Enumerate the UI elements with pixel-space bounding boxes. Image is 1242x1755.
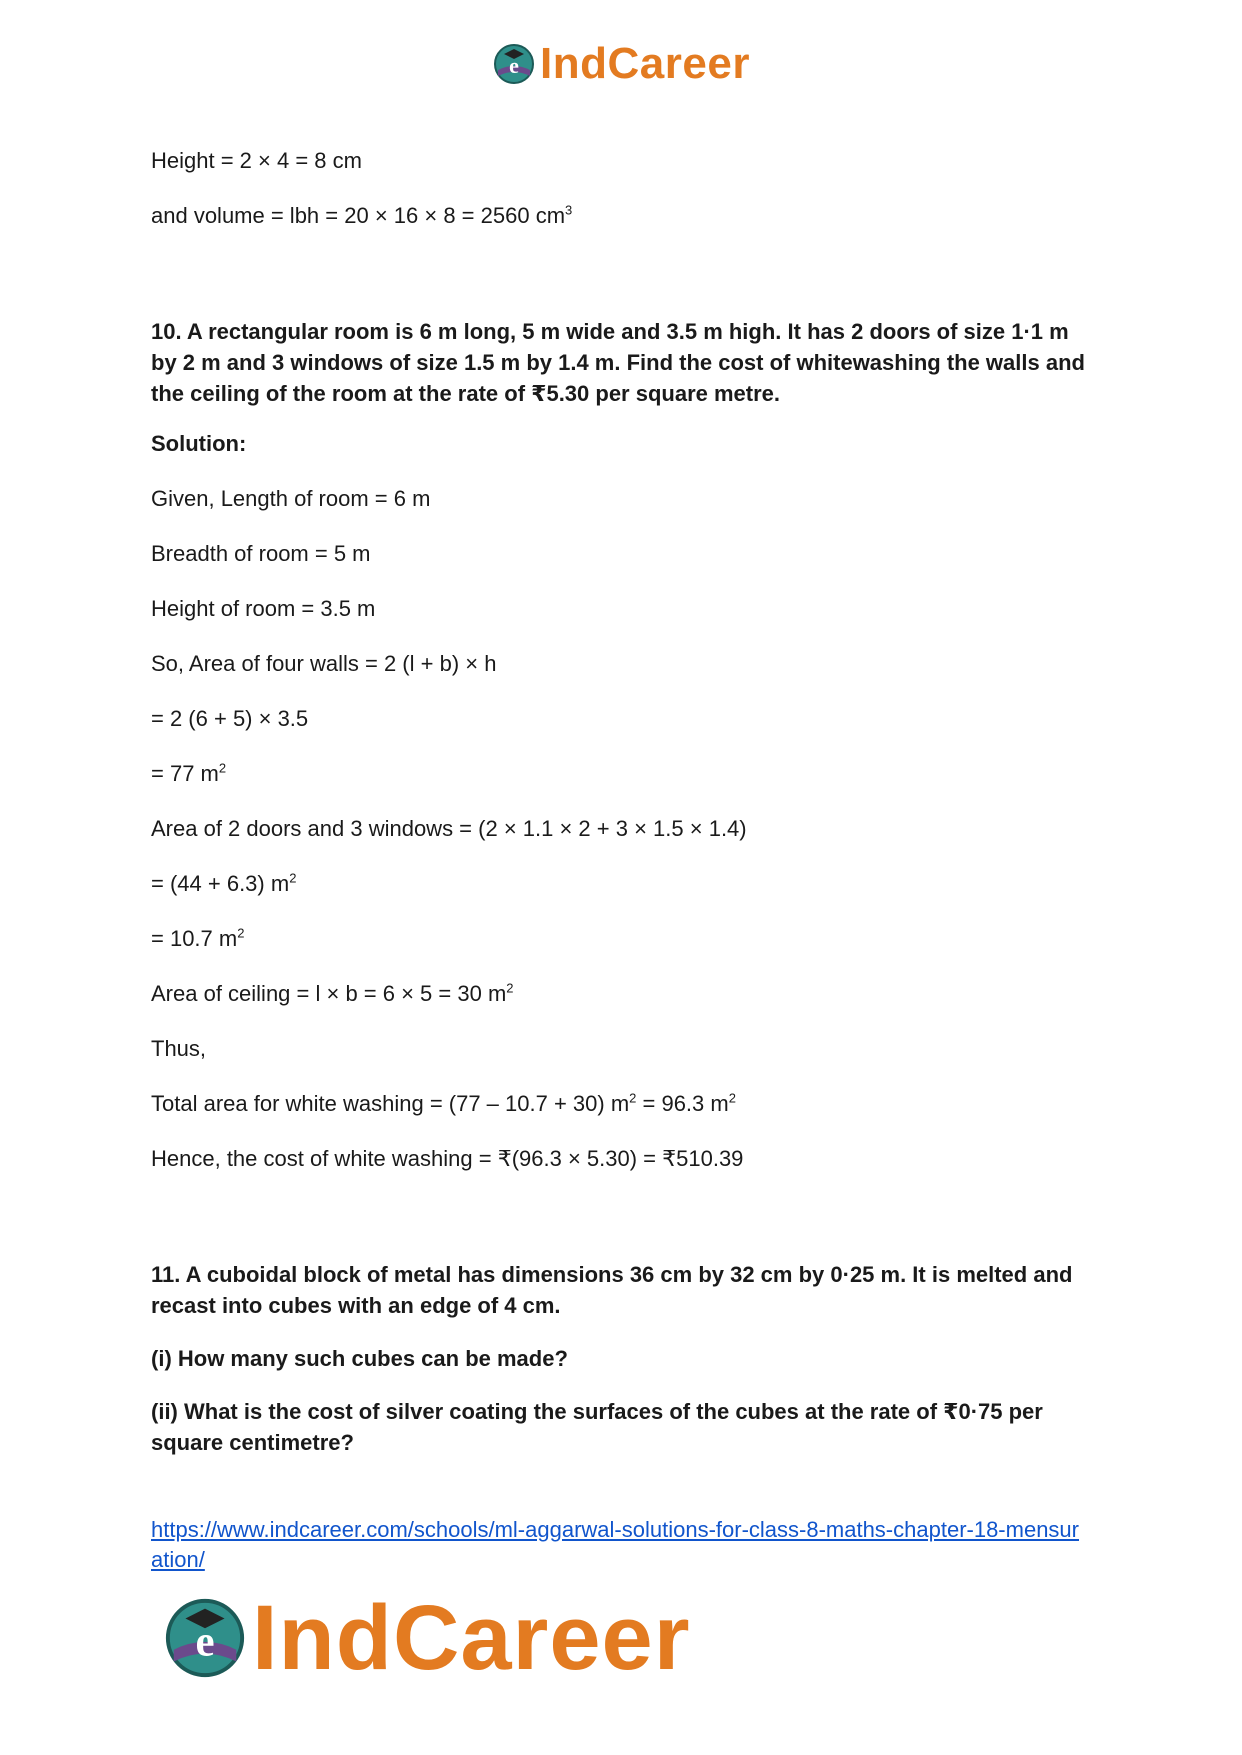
brand-logo-text: IndCareer xyxy=(540,39,750,88)
book-globe-icon xyxy=(162,1595,248,1681)
walls-formula-line: So, Area of four walls = 2 (l + b) × h xyxy=(151,651,497,676)
question-10: 10. A rectangular room is 6 m long, 5 m wide and 3.5 m high. It has 2 doors of size 1·1 m by 2 m and 3 windows of size 1.5 m by 1.4 m. Find the cost of whitewashing the walls and the ceiling of the room at the rate of ₹5.30 per square metre. xyxy=(151,319,1085,406)
volume-line: and volume = lbh = 20 × 16 × 8 = 2560 $cm^3$ xyxy=(151,202,573,228)
question-11-part-i: (i) How many such cubes can be made? xyxy=(151,1346,568,1371)
walls-substitution-line: = 2 (6 + 5) × 3.5 xyxy=(151,706,309,731)
footer-brand-logo-text: IndCareer xyxy=(252,1587,691,1689)
total-area-line: Total area for white washing = (77 – 10.7 + 30) $m^2 = 96.3$ $m^2$ xyxy=(151,1090,736,1116)
question-11: 11. A cuboidal block of metal has dimensions 36 cm by 32 cm by 0·25 m. It is melted and recast into cubes with an edge of 4 cm. xyxy=(151,1262,1073,1318)
book-globe-icon xyxy=(492,42,536,86)
question-11-part-ii: (ii) What is the cost of silver coating the surfaces of the cubes at the rate of ₹0·75 per square centimetre? xyxy=(151,1399,1043,1455)
indcareer-footer-logo xyxy=(162,1587,691,1689)
cost-line: Hence, the cost of white washing = ₹(96.3 × 5.30) = ₹510.39 xyxy=(151,1146,744,1171)
indcareer-header-logo xyxy=(0,40,1242,88)
room-height-line: Height of room = 3.5 m xyxy=(151,596,376,621)
source-link[interactable]: https://www.indcareer.com/schools/ml-aggarwal-solutions-for-class-8-maths-chapter-18-mensuration/ xyxy=(151,1517,1079,1572)
ceiling-area-line: Area of ceiling = l × b = 6 × 5 = 30 $m^2$ xyxy=(151,980,514,1006)
length-line: Given, Length of room = 6 m xyxy=(151,486,431,511)
doors-windows-formula-line: Area of 2 doors and 3 windows = (2 × 1.1 × 2 + 3 × 1.5 × 1.4) xyxy=(151,816,747,841)
breadth-line: Breadth of room = 5 m xyxy=(151,541,371,566)
svg-text:e: e xyxy=(195,1618,215,1666)
solution-label: Solution: xyxy=(151,431,247,456)
walls-result-line: = 77 $m^2$ xyxy=(151,760,227,786)
height-line: Height = 2 × 4 = 8 cm xyxy=(151,148,362,173)
thus-line: Thus, xyxy=(151,1036,207,1061)
doors-windows-result-line: = 10.7 $m^2$ xyxy=(151,925,245,951)
doors-windows-substitution-line: = (44 + 6.3) $m^2$ xyxy=(151,870,297,896)
svg-text:e: e xyxy=(509,53,519,78)
document-body xyxy=(151,148,1091,1480)
